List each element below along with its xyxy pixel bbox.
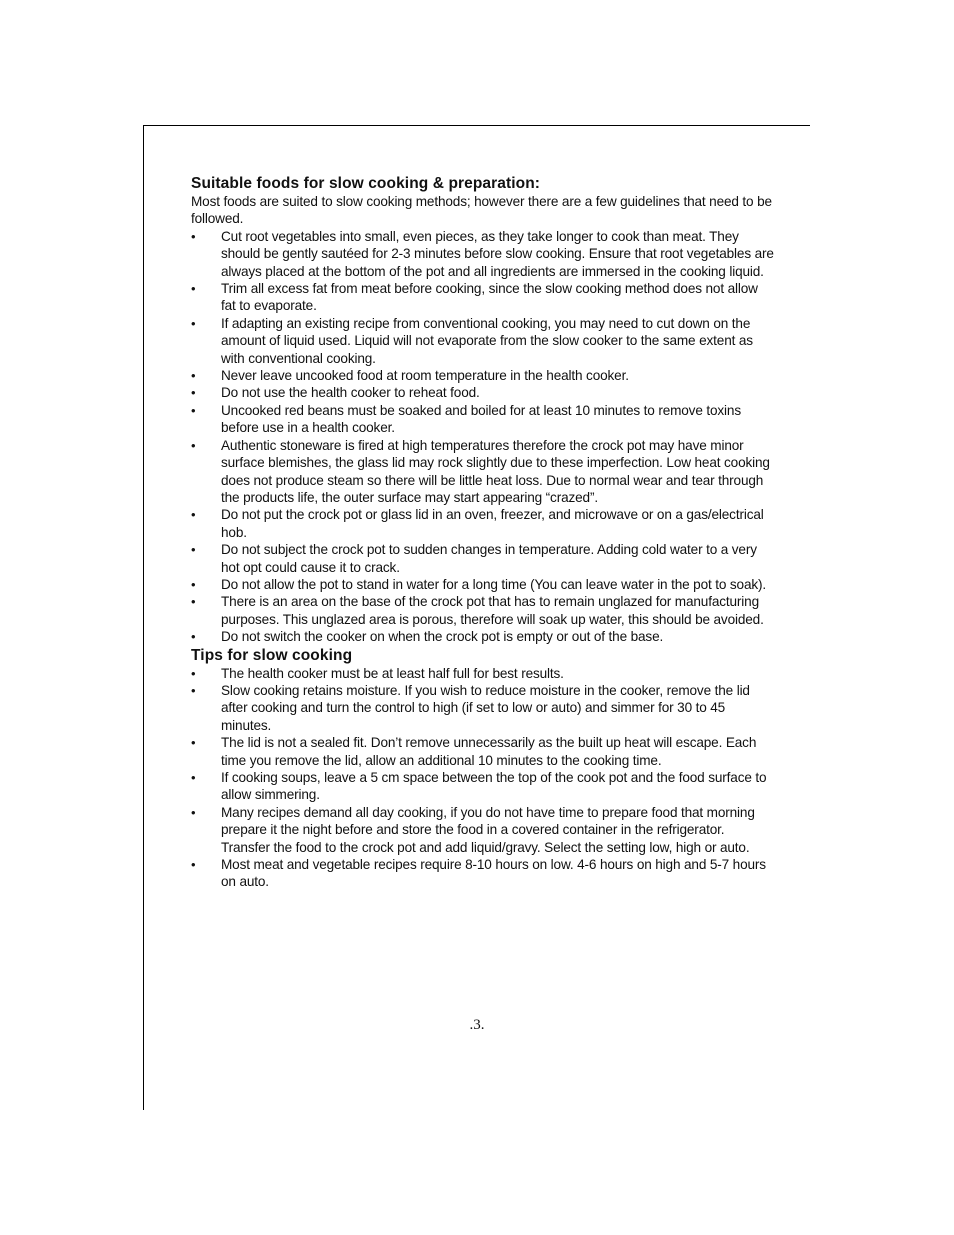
bullet-icon: • <box>191 576 196 592</box>
page-frame-top-rule <box>143 125 810 126</box>
bullet-icon: • <box>191 368 196 384</box>
list-item <box>191 576 775 593</box>
tips-list <box>191 665 775 891</box>
list-item-text: There is an area on the base of the crock pot that has to remain unglazed for manufacturing purposes. This unglazed area is porous, therefore will soak up water, this should be avoided. <box>221 594 764 627</box>
bullet-icon: • <box>191 507 196 523</box>
list-item-text: If cooking soups, leave a 5 cm space between the top of the cook pot and the food surface to allow simmering. <box>221 770 767 803</box>
list-item <box>191 856 775 891</box>
bullet-icon: • <box>191 735 196 751</box>
page-frame-left-rule <box>143 125 144 1110</box>
list-item-text: Authentic stoneware is fired at high temperatures therefore the crock pot may have minor surface blemishes, the glass lid may rock slightly due to these imperfection. Low heat cooking does not produce steam so there will be little heat loss. Due to normal wear and tear through the products life, the outer surface may start appearing “crazed”. <box>221 437 770 505</box>
bullet-icon: • <box>191 228 196 244</box>
list-item <box>191 367 775 384</box>
list-item <box>191 384 775 401</box>
bullet-icon: • <box>191 437 196 453</box>
page-number: .3. <box>469 1017 485 1033</box>
list-item <box>191 769 775 804</box>
bullet-icon: • <box>191 542 196 558</box>
list-item-text: Slow cooking retains moisture. If you wish to reduce moisture in the cooker, remove the lid after cooking and turn the control to high (if set to low or auto) and simmer for 30 to 45 minutes. <box>221 682 750 733</box>
list-item <box>191 402 775 437</box>
section-intro: Most foods are suited to slow cooking methods; however there are a few guidelines that need to be followed. <box>191 194 772 227</box>
list-item <box>191 734 775 769</box>
bullet-icon: • <box>191 682 196 698</box>
list-item <box>191 437 775 507</box>
list-item-text: Do not subject the crock pot to sudden changes in temperature. Adding cold water to a very hot opt could cause it to crack. <box>221 542 757 575</box>
list-item <box>191 682 775 734</box>
bullet-icon: • <box>191 402 196 418</box>
suitable-foods-list <box>191 228 775 646</box>
list-item <box>191 593 775 628</box>
bullet-icon: • <box>191 594 196 610</box>
list-item <box>191 315 775 367</box>
document-body <box>191 174 775 891</box>
list-item <box>191 665 775 682</box>
bullet-icon: • <box>191 281 196 297</box>
bullet-icon: • <box>191 804 196 820</box>
bullet-icon: • <box>191 857 196 873</box>
list-item-text: The health cooker must be at least half full for best results. <box>221 665 564 681</box>
list-item-text: Do not put the crock pot or glass lid in an oven, freezer, and microwave or on a gas/electrical hob. <box>221 507 764 540</box>
list-item-text: The lid is not a sealed fit. Don’t remove unnecessarily as the built up heat will escape. Each time you remove the lid, allow an additional 10 minutes to the cooking time. <box>221 735 757 768</box>
list-item-text: Do not switch the cooker on when the crock pot is empty or out of the base. <box>221 629 664 645</box>
list-item <box>191 280 775 315</box>
bullet-icon: • <box>191 315 196 331</box>
list-item-text: Do not allow the pot to stand in water for a long time (You can leave water in the pot to soak). <box>221 576 767 592</box>
list-item-text: Cut root vegetables into small, even pieces, as they take longer to cook than meat. They should be gently sautéed for 2-3 minutes before slow cooking. Ensure that root vegetables are always placed at the bottom of the pot and all ingredients are immersed in the cooking liquid. <box>221 228 774 279</box>
list-item-text: Uncooked red beans must be soaked and boiled for at least 10 minutes to remove toxins before use in a health cooker. <box>221 402 741 436</box>
list-item <box>191 628 775 645</box>
list-item-text: Do not use the health cooker to reheat food. <box>221 385 480 401</box>
list-item-text: Never leave uncooked food at room temperature in the health cooker. <box>221 368 629 384</box>
list-item-text: Trim all excess fat from meat before cooking, since the slow cooking method does not allow fat to evaporate. <box>221 281 758 314</box>
list-item <box>191 506 775 541</box>
bullet-icon: • <box>191 665 196 681</box>
section-heading-tips: Tips for slow cooking <box>191 646 353 664</box>
bullet-icon: • <box>191 770 196 785</box>
list-item <box>191 228 775 280</box>
section-heading-suitable-foods: Suitable foods for slow cooking & preparation: <box>191 175 541 192</box>
list-item-text: If adapting an existing recipe from conventional cooking, you may need to cut down on the amount of liquid used. Liquid will not evaporate from the slow cooker to the same extent as with conventional cooking. <box>221 315 753 366</box>
bullet-icon: • <box>191 385 196 401</box>
list-item-text: Many recipes demand all day cooking, if you do not have time to prepare food that morning prepare it the night before and store the food in a covered container in the refrigerator. Transfer the food to the crock pot and add liquid/gravy. Select the setting low, high or auto. <box>221 804 755 855</box>
bullet-icon: • <box>191 629 196 645</box>
list-item <box>191 541 775 576</box>
list-item-text: Most meat and vegetable recipes require 8-10 hours on low. 4-6 hours on high and 5-7 hours on auto. <box>221 857 766 890</box>
list-item <box>191 804 775 856</box>
